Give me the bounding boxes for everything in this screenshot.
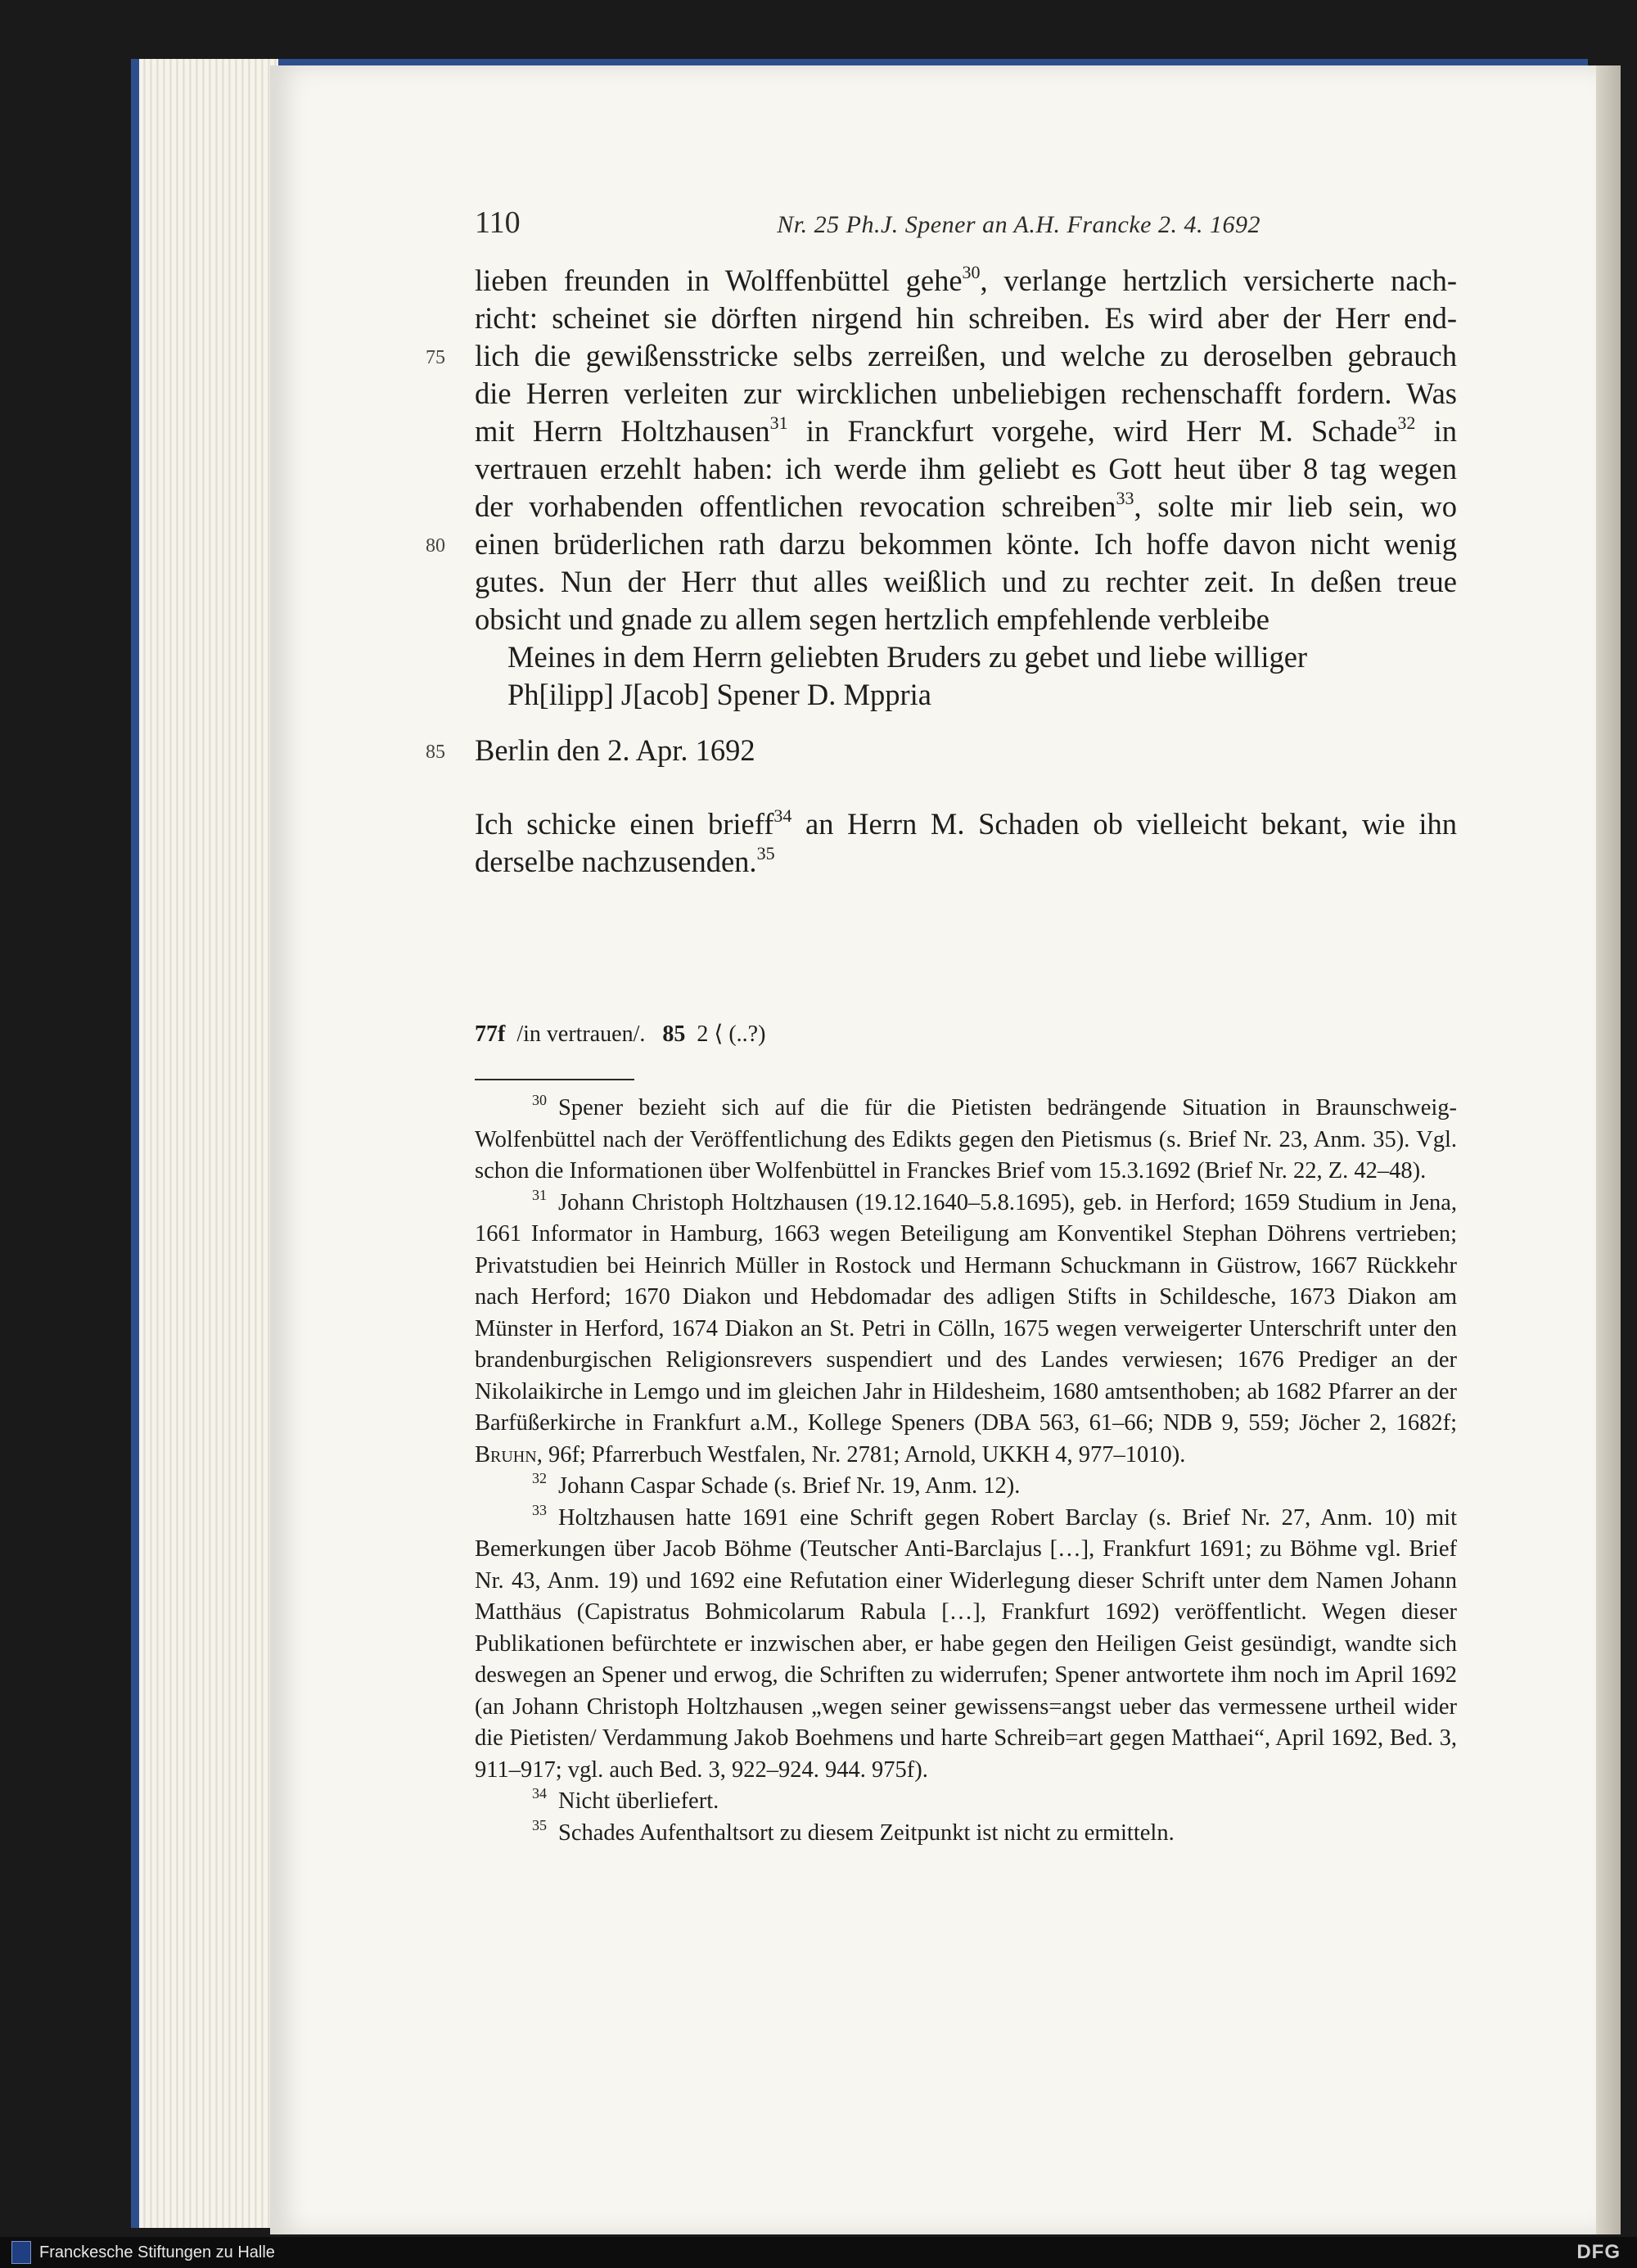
text-line: obsicht und gnade zu allem segen hertzlich empfehlende verbleibe <box>475 602 1269 636</box>
footnote-35: $^{35}$ Schades Aufenthaltsort zu diesem Zeitpunkt ist nicht zu ermitteln. <box>532 1816 1175 1846</box>
text-line: gutes. Nun der Herr thut alles weißlich und zu rechter zeit. In deßen treue <box>475 565 1457 598</box>
footnote-31: $^{31}$ Johann Christoph Holtzhausen (19.12.1640–5.8.1695), geb. in Herford; 1659 Studium in Jena, 1661 Informator in Hamburg, 1663 wegen Beteiligung am Konventikel Stephan Döhrens vertrieben; Privatstudien bei Heinrich Müller in Rostock und Hermann Schuckmann in Güstrow, 1667 Rückkehr nach Herford; 1670 Diakon und Hebdomadar des adligen Stifts in Schildesche, 1673 Diakon am Münster in Herford, 1674 Diakon an St. Petri in Cölln, 1675 wegen verweigerter Unterschrift unter den brandenburgischen Religionsrevers suspendiert und des Landes verwiesen; 1676 Prediger an der Nikolaikirche in Lemgo und im gleichen Jahr in Hildesheim, 1680 amtsenthoben; ab 1682 Pfarrer an der Barfüßerkirche in Frankfurt a.M., Kollege Speners (DBA 563, 61–66; NDB 9, 559; Jöcher 2, 1682f; Bruhn, 96f; Pfarrerbuch Westfalen, Nr. 2781; Arnold, UKKH 4, 977–1010). <box>475 1186 1457 1468</box>
text-line: der vorhabenden offentlichen revocation schreiben$^{33}$, solte mir lieb sein, wo <box>475 488 1457 523</box>
running-title: Nr. 25 Ph.J. Spener an A.H. Francke 2. 4. 1692 <box>777 211 1260 238</box>
line-number: 85 <box>426 742 445 763</box>
text-line: 80 einen brüderlichen rath darzu bekommen könte. Ich hoffe davon nicht wenig <box>475 525 1457 563</box>
book-page-edges <box>131 59 278 2228</box>
line-number: 80 <box>426 535 445 557</box>
text-line: vertrauen erzehlt haben: ich werde ihm geliebt es Gott heut über 8 tag wegen <box>475 452 1457 485</box>
footnote-30: $^{30}$ Spener bezieht sich auf die für die Pietisten bedrängende Situation in Braunschweig-Wolfenbüttel nach der Veröffentlichung des Edikts gegen den Pietismus (s. Brief Nr. 23, Anm. 35). Vgl. schon die Informationen über Wolfenbüttel in Franckes Brief vom 15.3.1692 (Brief Nr. 22, Z. 42–48). <box>475 1092 1457 1184</box>
critical-apparatus: 77f /in vertrauen/. 85 2 ⟨ (..?) <box>475 1021 766 1047</box>
line-number: 75 <box>426 347 445 368</box>
letter-text <box>426 262 1457 881</box>
institution-name: Franckesche Stiftungen zu Halle <box>39 2243 275 2261</box>
text-line: richt: scheinet sie dörften nirgend hin schreiben. Es wird aber der Herr end- <box>475 301 1457 335</box>
footer-bar <box>0 2237 1637 2268</box>
postscript-line: Ich schicke einen brieff$^{34}$ an Herrn M. Schaden ob vielleicht bekant, wie ihn <box>475 805 1457 841</box>
postscript-line: derselbe nachzusenden.$^{35}$ <box>475 843 775 878</box>
footnote-rule <box>475 1079 634 1080</box>
footnote-33: $^{33}$ Holtzhausen hatte 1691 eine Schrift gegen Robert Barclay (s. Brief Nr. 27, Anm. 10) mit Bemerkungen über Jacob Böhme (Teutscher Anti-Barclajus […], Frankfurt 1691; zu Böhme vgl. Brief Nr. 43, Anm. 19) und 1692 eine Refutation einer Widerlegung dieser Schrift unter dem Namen Johann Matthäus (Capistratus Bohmicolarum Rabula […], Frankfurt 1692) veröffentlicht. Wegen dieser Publikationen befürchtete er inzwischen aber, er habe gegen den Heiligen Geist gesündigt, wandte sich deswegen an Spener und erwog, die Schriften zu widerrufen; Spener antwortete ihm noch im April 1692 (an Johann Christoph Holtzhausen „wegen seiner gewissens=angst ueber das vermessene urtheil wider die Pietisten/ Verdammung Jakob Boehmens und harte Schreib=art gegen Matthaei“, April 1692, Bed. 3, 911–917; vgl. auch Bed. 3, 922–924. 944. 975f). <box>475 1501 1457 1783</box>
text-line: die Herren verleiten zur wircklichen unbeliebigen rechenschafft fordern. Was <box>475 376 1457 410</box>
text-line: 75 lich die gewißensstricke selbs zerreißen, und welche zu deroselben gebrauch <box>475 337 1457 375</box>
dfg-logo: DFG <box>1576 2241 1621 2263</box>
footnote-34: $^{34}$ Nicht überliefert. <box>532 1785 719 1814</box>
text-line: lieben freunden in Wolffenbüttel gehe$^{30}$, verlange hertzlich versicherte nach- <box>475 262 1457 297</box>
signature-line: Ph[ilipp] J[acob] Spener D. Mppria <box>507 678 931 711</box>
closing-line: Meines in dem Herrn geliebten Bruders zu gebet und liebe williger <box>507 640 1308 674</box>
text-line: mit Herrn Holtzhausen$^{31}$ in Franckfurt vorgehe, wird Herr M. Schade$^{32}$ in <box>475 413 1457 448</box>
running-head <box>475 205 1260 246</box>
footnotes <box>475 1093 1457 1849</box>
date-line: 85 Berlin den 2. Apr. 1692 <box>475 732 1457 769</box>
page-number: 110 <box>475 205 521 240</box>
page-right-edge <box>1596 65 1621 2234</box>
institution-logo-icon <box>11 2241 31 2264</box>
institution-credit <box>0 2241 275 2264</box>
footnote-32: $^{32}$ Johann Caspar Schade (s. Brief Nr. 19, Anm. 12). <box>532 1470 1021 1499</box>
